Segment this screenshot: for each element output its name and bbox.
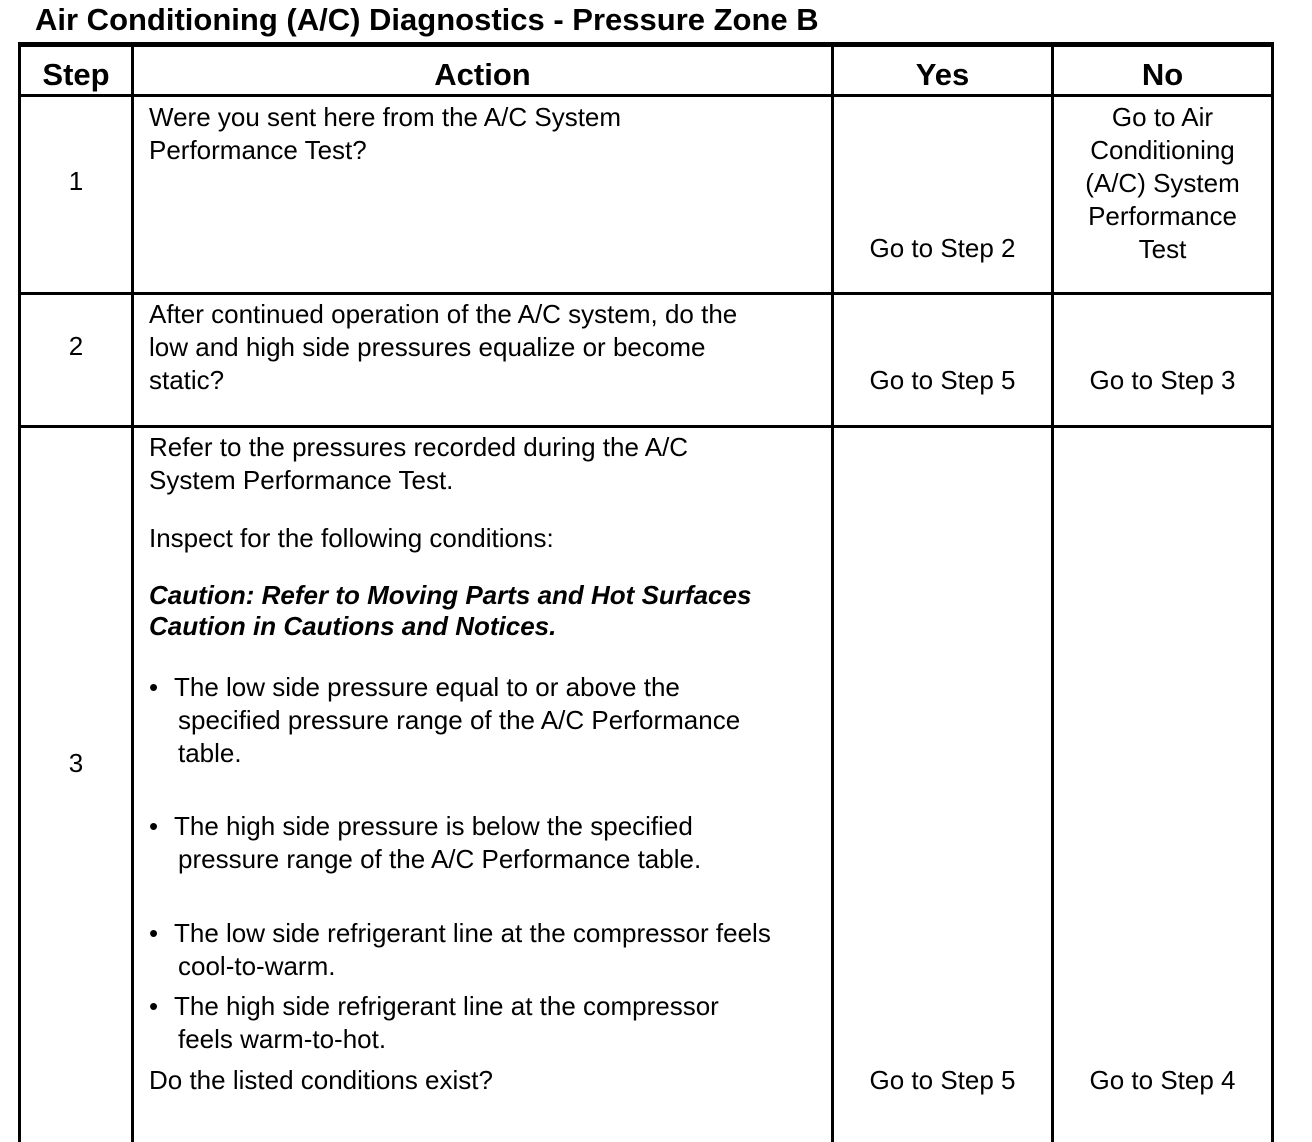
yes-result: Go to Step 2 [869, 233, 1016, 263]
no-line: (A/C) System [1085, 168, 1240, 198]
bullet-icon: • [149, 811, 159, 841]
bullet-line: The high side pressure is below the specified [174, 811, 693, 841]
caution-note [149, 580, 751, 642]
bullet-icon: • [149, 918, 159, 948]
action-line: After continued operation of the A/C system, do the [149, 299, 738, 329]
condition-bullet [149, 917, 771, 983]
bullet-line: The low side refrigerant line at the compressor feels [174, 918, 771, 948]
no-result: Go to Step 3 [1089, 365, 1236, 395]
yes-result: Go to Step 5 [869, 1065, 1016, 1095]
caution-line: Caution: Refer to Moving Parts and Hot Surfaces [149, 580, 752, 610]
bullet-icon: • [149, 672, 159, 702]
bullet-icon: • [149, 991, 159, 1021]
header-action: Action [434, 57, 531, 92]
no-line: Go to Air [1111, 102, 1214, 132]
row-divider [21, 425, 1271, 428]
no-line: Performance [1088, 201, 1237, 231]
action-intro [149, 431, 688, 497]
action-line: low and high side pressures equalize or become [149, 332, 706, 362]
no-result [1054, 101, 1271, 266]
action-line: Performance Test? [149, 135, 367, 165]
bullet-line: pressure range of the A/C Performance table. [178, 844, 702, 874]
column-divider [831, 47, 834, 1142]
bullet-line: cool-to-warm. [178, 951, 336, 981]
page-title: Air Conditioning (A/C) Diagnostics - Pressure Zone B [35, 2, 819, 37]
bullet-line: feels warm-to-hot. [178, 1024, 387, 1054]
action-line: Were you sent here from the A/C System [149, 102, 622, 132]
no-line: Conditioning [1090, 135, 1235, 165]
condition-bullet [149, 810, 701, 876]
inspect-text: Inspect for the following conditions: [149, 523, 554, 553]
header-yes: Yes [915, 57, 970, 92]
condition-bullet [149, 671, 740, 770]
diagnostic-table [18, 42, 1274, 1142]
bullet-line: specified pressure range of the A/C Performance [178, 705, 741, 735]
header-step: Step [42, 57, 110, 92]
step-number: 2 [68, 331, 84, 361]
bullet-line: The low side pressure equal to or above the [174, 672, 680, 702]
no-line: Test [1138, 234, 1187, 264]
column-divider [131, 47, 134, 1142]
yes-result: Go to Step 5 [869, 365, 1016, 395]
header-no: No [1141, 57, 1184, 92]
condition-bullet [149, 990, 719, 1056]
action-text [149, 101, 621, 167]
action-line: Refer to the pressures recorded during the A/C [149, 432, 689, 462]
action-text [149, 298, 737, 397]
bullet-line: table. [178, 738, 242, 768]
caution-line: Caution in Cautions and Notices. [149, 611, 557, 641]
row-divider [21, 292, 1271, 295]
no-result: Go to Step 4 [1089, 1065, 1236, 1095]
step-number: 3 [68, 748, 84, 778]
bullet-line: The high side refrigerant line at the compressor [174, 991, 719, 1021]
question-text: Do the listed conditions exist? [149, 1065, 493, 1095]
step-number: 1 [68, 166, 84, 196]
action-line: static? [149, 365, 225, 395]
action-line: System Performance Test. [149, 465, 454, 495]
